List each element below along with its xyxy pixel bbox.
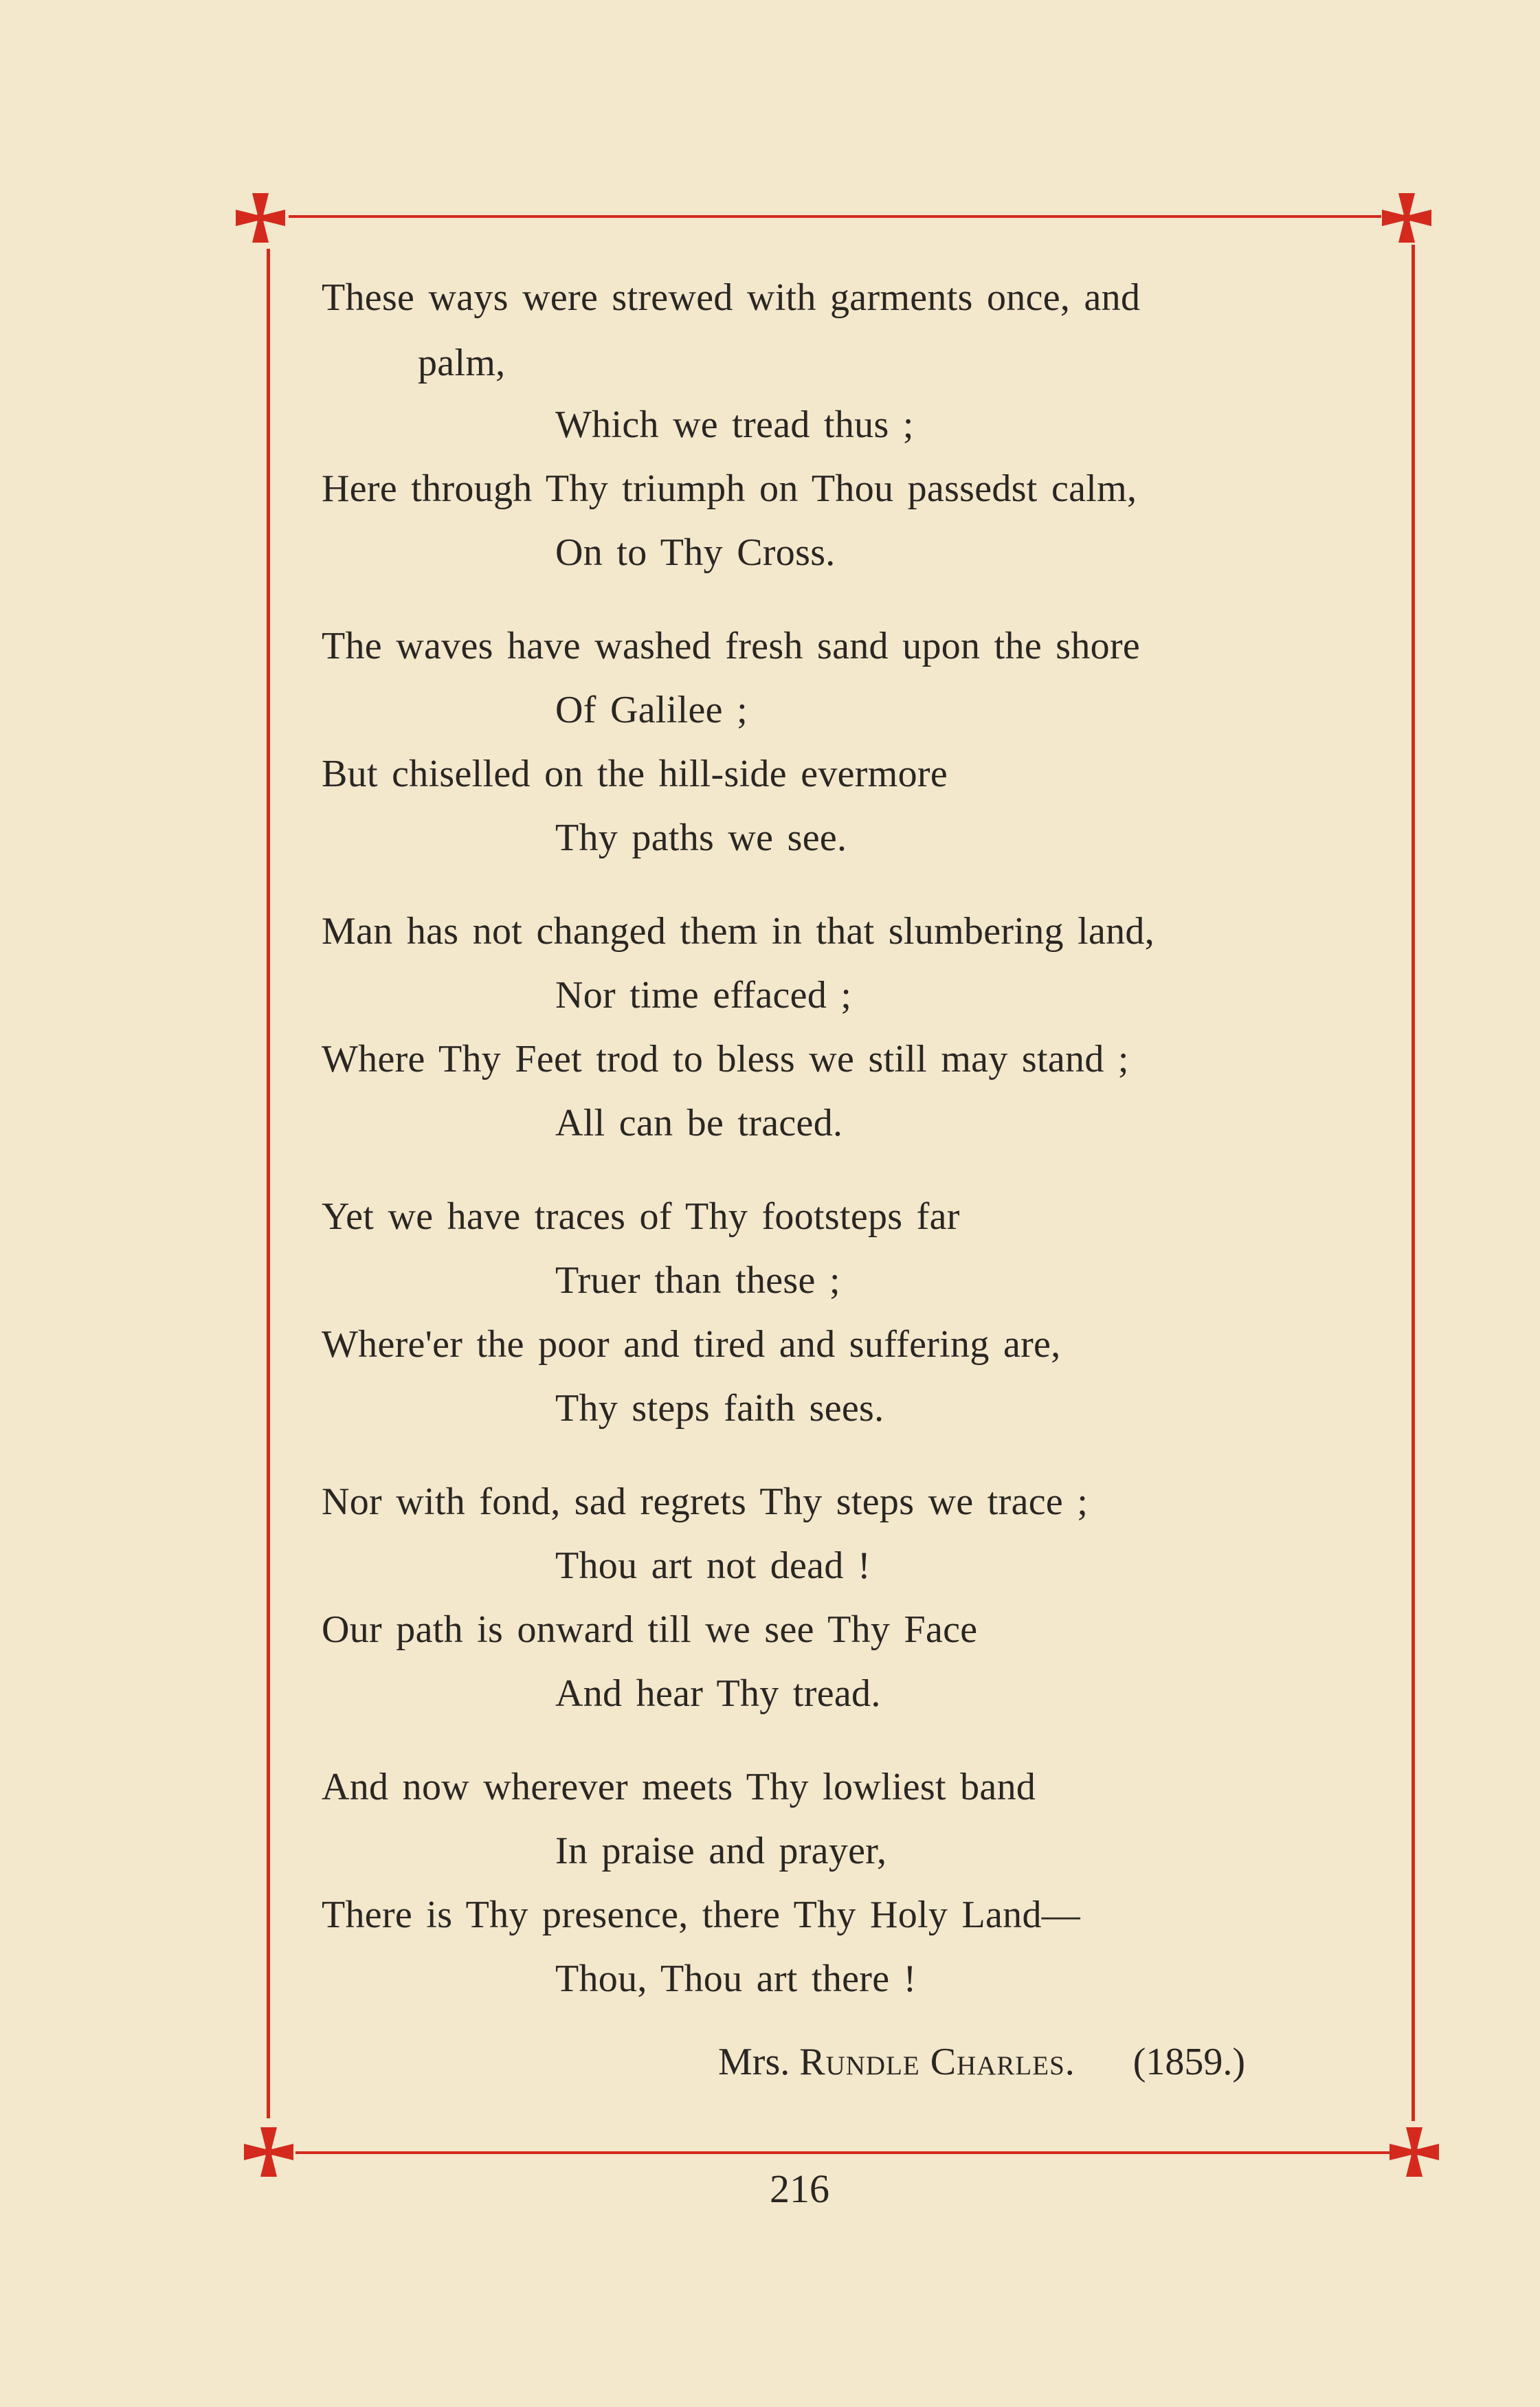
attribution-prefix: Mrs. (718, 2041, 790, 2083)
poem-line: Where Thy Feet trod to bless we still may stand ; (322, 1038, 1129, 1080)
poem-line: Thy paths we see. (555, 817, 847, 859)
poem-line: All can be traced. (555, 1102, 843, 1144)
cross-ornament-icon (1387, 2125, 1442, 2179)
poem-line: Nor with fond, sad regrets Thy steps we trace ; (322, 1480, 1089, 1523)
publication-year: (1859.) (1132, 2041, 1246, 2083)
poem-line: In praise and prayer, (555, 1830, 887, 1872)
poem-line: Yet we have traces of Thy footsteps far (322, 1195, 960, 1238)
poem-line: Of Galilee ; (555, 689, 748, 731)
poem-line: And now wherever meets Thy lowliest band (322, 1766, 1036, 1808)
poem-line: Thou art not dead ! (555, 1544, 871, 1587)
poem-line: These ways were strewed with garments once, and (322, 276, 1141, 319)
poem-line: Thy steps faith sees. (555, 1387, 884, 1430)
poem-line: Thou, Thou art there ! (555, 1957, 917, 2000)
cross-ornament-icon (241, 2125, 296, 2179)
poem-line: Here through Thy triumph on Thou passedst calm, (322, 467, 1137, 510)
poem-line: Where'er the poor and tired and suffering are, (322, 1323, 1061, 1366)
poem-line: But chiselled on the hill-side evermore (322, 753, 948, 795)
poem-line: palm, (418, 342, 506, 384)
poem-line: Man has not changed them in that slumbering land, (322, 910, 1155, 953)
poem-line: Which we tread thus ; (555, 403, 914, 446)
page-number: 216 (770, 2166, 829, 2211)
poem-line: Our path is onward till we see Thy Face (322, 1608, 978, 1651)
author-name: Rundle Charles. (799, 2041, 1075, 2083)
poem-line: And hear Thy tread. (555, 1672, 881, 1715)
poem-line: Truer than these ; (555, 1259, 840, 1302)
poem-line: The waves have washed fresh sand upon the shore (322, 625, 1141, 667)
bottom-border-rule (295, 2151, 1392, 2154)
attribution (718, 2038, 1245, 2086)
poem-line: On to Thy Cross. (555, 531, 836, 574)
poem-line: There is Thy presence, there Thy Holy Land— (322, 1894, 1081, 1936)
poem-line: Nor time effaced ; (555, 974, 852, 1017)
